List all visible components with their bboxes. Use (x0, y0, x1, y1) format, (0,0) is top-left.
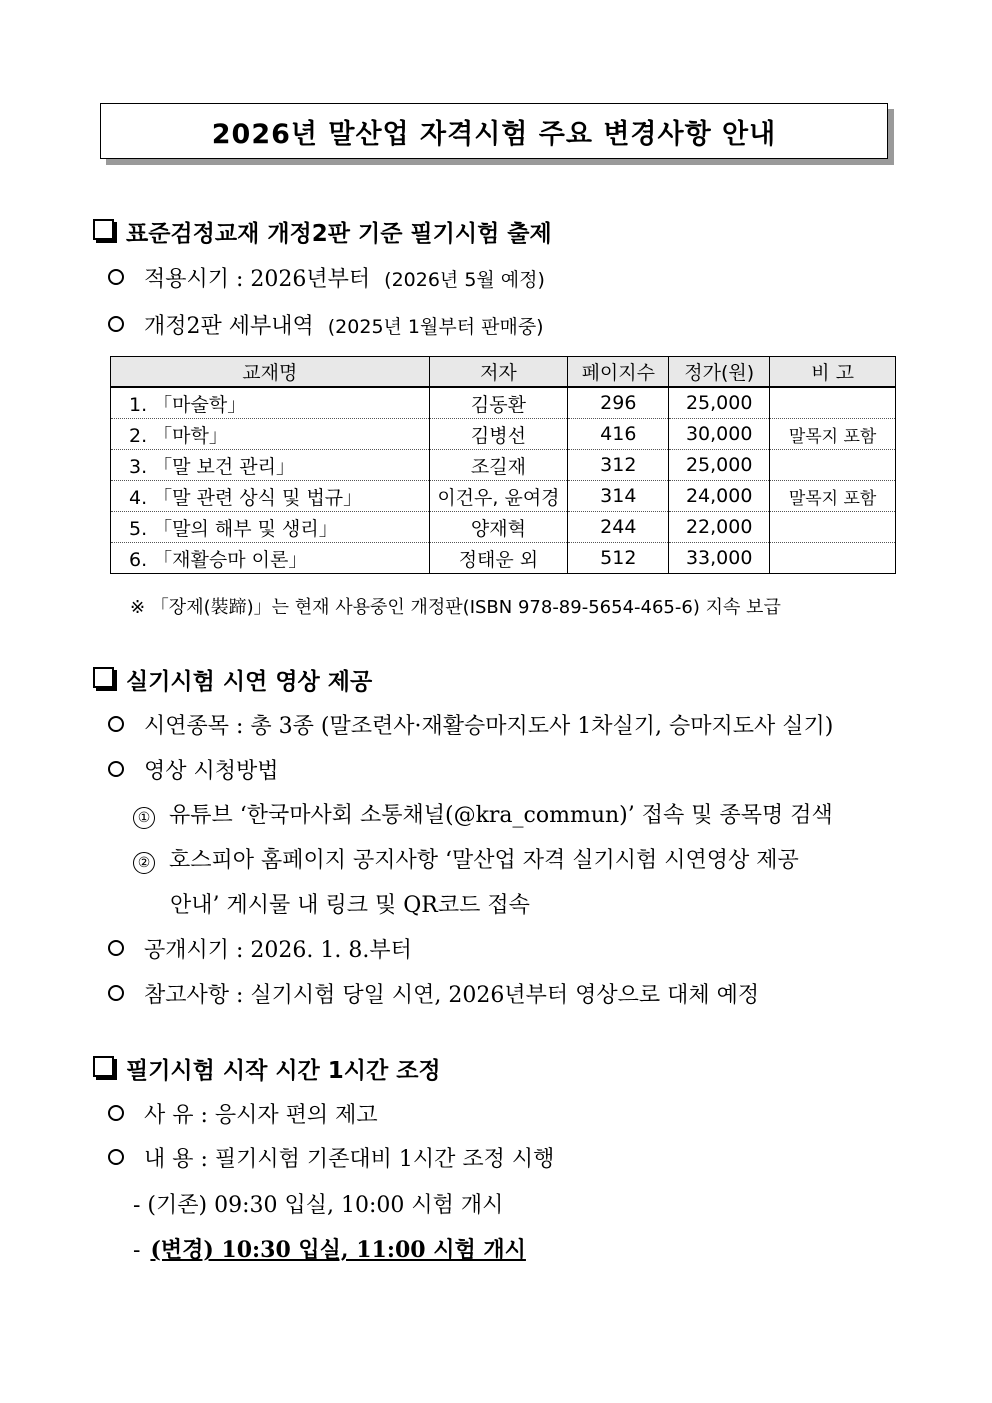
title-box (100, 103, 888, 159)
cell-price: 24,000 (669, 481, 770, 512)
release-text: 공개시기 : 2026. 1. 8.부터 (144, 938, 412, 963)
apply-period-line (108, 262, 545, 293)
cell-book-name: 6. 「재활승마 이론」 (111, 543, 430, 574)
table-header-row (111, 357, 896, 388)
circle-bullet-icon (108, 316, 124, 332)
header-note: 비 고 (770, 357, 896, 388)
detail-note: (2025년 1월부터 판매중) (327, 316, 544, 338)
cell-pages: 512 (568, 543, 669, 574)
cell-note (770, 450, 896, 481)
section1-heading-text: 표준검정교재 개정2판 기준 필기시험 출제 (126, 221, 552, 247)
cell-author: 양재혁 (429, 512, 568, 543)
table-row (111, 387, 896, 419)
reason-line (108, 1098, 378, 1129)
cell-author: 이건우, 윤여경 (429, 481, 568, 512)
before-line (133, 1188, 503, 1219)
horsepia-text-a: 호스피아 홈페이지 공지사항 ‘말산업 자격 실기시험 시연영상 제공 (169, 848, 799, 873)
content-text: 내 용 : 필기시험 기존대비 1시간 조정 시행 (144, 1147, 555, 1172)
cell-price: 25,000 (669, 387, 770, 419)
table-row (111, 419, 896, 450)
section2-heading-text: 실기시험 시연 영상 제공 (126, 669, 373, 695)
circle-bullet-icon (108, 1105, 124, 1121)
after-text: (변경) 10:30 입실, 11:00 시험 개시 (150, 1237, 526, 1263)
cell-book-name: 4. 「말 관련 상식 및 법규」 (111, 481, 430, 512)
circle-bullet-icon (108, 761, 124, 777)
before-text: - (기존) 09:30 입실, 10:00 시험 개시 (133, 1193, 504, 1218)
cell-pages: 416 (568, 419, 669, 450)
youtube-line (133, 798, 833, 829)
table-row (111, 481, 896, 512)
cell-pages: 296 (568, 387, 669, 419)
demo-items-text: 시연종목 : 총 3종 (말조련사·재활승마지도사 1차실기, 승마지도사 실기) (144, 714, 834, 739)
circle-bullet-icon (108, 269, 124, 285)
cell-pages: 314 (568, 481, 669, 512)
cell-pages: 244 (568, 512, 669, 543)
section1-heading (93, 215, 552, 248)
cell-note: 말목지 포함 (770, 419, 896, 450)
apply-period-note: (2026년 5월 예정) (384, 269, 545, 291)
cell-author: 김동환 (429, 387, 568, 419)
cell-book-name: 2. 「마학」 (111, 419, 430, 450)
cell-note (770, 543, 896, 574)
table-row (111, 543, 896, 574)
horsepia-line-cont (170, 888, 530, 919)
reference-line (108, 978, 759, 1009)
release-line (108, 933, 412, 964)
circled-number-2: ② (133, 852, 155, 874)
cell-note (770, 387, 896, 419)
apply-period-label: 적용시기 : 2026년부터 (144, 267, 371, 292)
demo-items-line (108, 709, 833, 740)
checkbox-square-icon (93, 1056, 114, 1077)
circle-bullet-icon (108, 985, 124, 1001)
cell-pages: 312 (568, 450, 669, 481)
reason-text: 사 유 : 응시자 편의 제고 (144, 1103, 378, 1128)
cell-author: 정태운 외 (429, 543, 568, 574)
circle-bullet-icon (108, 1149, 124, 1165)
header-book-name: 교재명 (111, 357, 430, 388)
viewing-method-text: 영상 시청방법 (144, 759, 279, 784)
textbook-table (110, 356, 896, 574)
cell-book-name: 5. 「말의 해부 및 생리」 (111, 512, 430, 543)
detail-label: 개정2판 세부내역 (144, 314, 314, 339)
circle-bullet-icon (108, 940, 124, 956)
cell-author: 조길재 (429, 450, 568, 481)
horsepia-text-b: 안내’ 게시물 내 링크 및 QR코드 접속 (170, 893, 530, 918)
cell-price: 30,000 (669, 419, 770, 450)
cell-price: 22,000 (669, 512, 770, 543)
page-title: 2026년 말산업 자격시험 주요 변경사항 안내 (211, 118, 777, 150)
cell-book-name: 3. 「말 보건 관리」 (111, 450, 430, 481)
detail-line (108, 309, 544, 340)
table-row (111, 512, 896, 543)
reference-text: 참고사항 : 실기시험 당일 시연, 2026년부터 영상으로 대체 예정 (144, 983, 760, 1008)
horsepia-line (133, 843, 799, 874)
table-row (111, 450, 896, 481)
cell-author: 김병선 (429, 419, 568, 450)
circled-number-1: ① (133, 807, 155, 829)
after-dash: - (133, 1238, 141, 1263)
section3-heading (93, 1052, 441, 1085)
content-line (108, 1142, 554, 1173)
cell-price: 33,000 (669, 543, 770, 574)
youtube-text: 유튜브 ‘한국마사회 소통채널(@kra_commun)’ 접속 및 종목명 검색 (169, 803, 833, 828)
cell-note (770, 512, 896, 543)
section3-heading-text: 필기시험 시작 시간 1시간 조정 (126, 1058, 441, 1084)
header-pages: 페이지수 (568, 357, 669, 388)
checkbox-square-icon (93, 667, 114, 688)
viewing-method-line (108, 754, 279, 785)
circle-bullet-icon (108, 716, 124, 732)
header-price: 정가(원) (669, 357, 770, 388)
textbook-footnote: ※ 「장제(裝蹄)」는 현재 사용중인 개정판(ISBN 978-89-5654-465-6) 지속 보급 (130, 597, 781, 618)
header-author: 저자 (429, 357, 568, 388)
checkbox-square-icon (93, 219, 114, 240)
cell-price: 25,000 (669, 450, 770, 481)
cell-note: 말목지 포함 (770, 481, 896, 512)
after-line (133, 1233, 526, 1264)
section2-heading (93, 663, 372, 696)
cell-book-name: 1. 「마술학」 (111, 387, 430, 419)
